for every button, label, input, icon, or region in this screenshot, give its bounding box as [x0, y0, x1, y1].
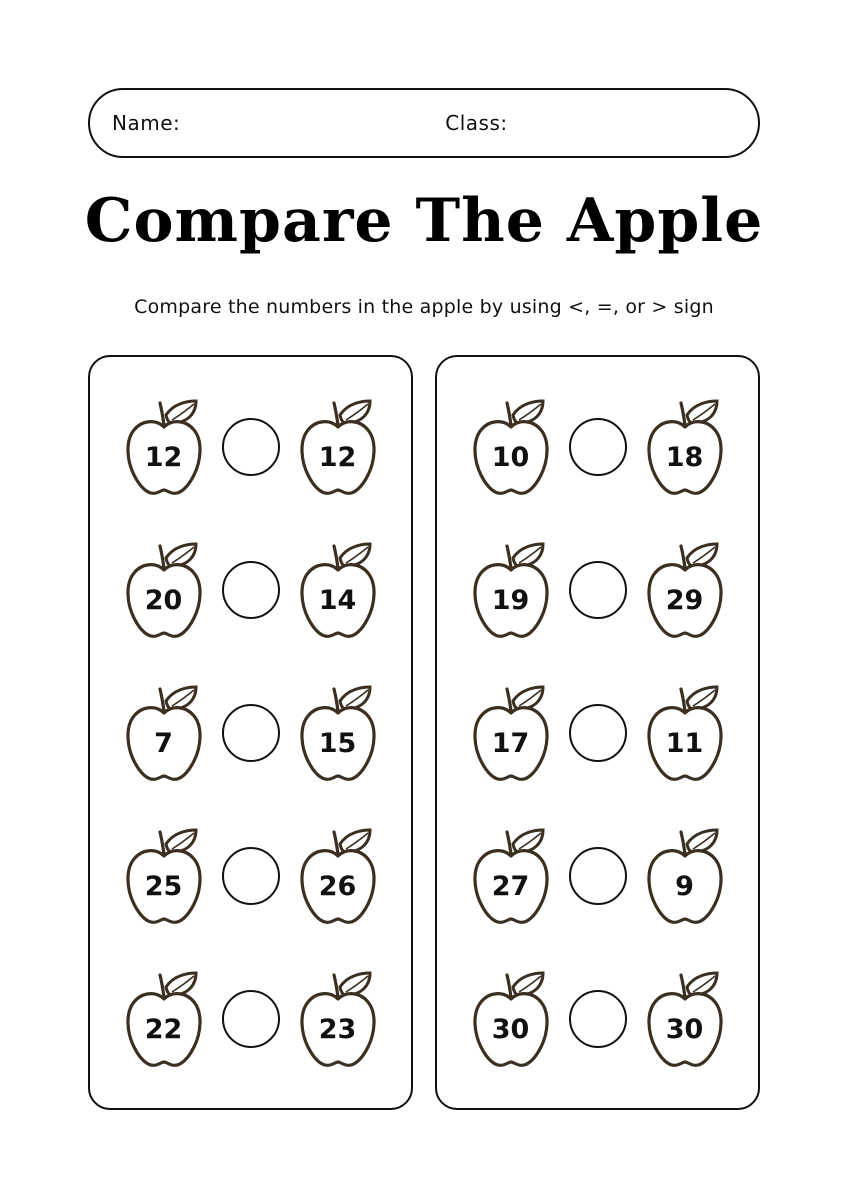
apple-left	[459, 532, 563, 648]
apple-number-left: 25	[144, 871, 183, 902]
apple-number-right: 18	[665, 442, 704, 473]
apple-number-left: 20	[144, 585, 183, 616]
apple-number-right: 30	[665, 1014, 704, 1045]
apple-left	[112, 818, 216, 934]
comparison-row	[437, 806, 758, 946]
apple-right	[286, 389, 390, 505]
apple-number-right: 15	[318, 728, 357, 759]
apple-left	[112, 532, 216, 648]
answer-circle[interactable]	[222, 418, 280, 476]
comparison-row	[437, 377, 758, 517]
apple-number-right: 14	[318, 585, 357, 616]
apple-number-right: 29	[665, 585, 704, 616]
answer-circle[interactable]	[222, 847, 280, 905]
apple-right	[633, 818, 737, 934]
instructions-text: Compare the numbers in the apple by using <, =, or > sign	[134, 296, 714, 318]
apple-left	[459, 961, 563, 1077]
name-label: Name:	[112, 111, 181, 135]
apple-left	[112, 389, 216, 505]
apple-right	[633, 961, 737, 1077]
apple-left	[112, 961, 216, 1077]
apple-right	[286, 675, 390, 791]
answer-circle[interactable]	[222, 990, 280, 1048]
apple-right	[633, 675, 737, 791]
apple-right	[286, 818, 390, 934]
comparison-row	[90, 949, 411, 1089]
apple-number-left: 19	[491, 585, 530, 616]
comparison-row	[90, 806, 411, 946]
apple-number-left: 10	[491, 442, 530, 473]
comparison-row	[90, 663, 411, 803]
apple-number-right: 11	[665, 728, 704, 759]
apple-number-left: 27	[491, 871, 530, 902]
answer-circle[interactable]	[569, 561, 627, 619]
question-panel-left	[88, 355, 413, 1110]
apple-number-left: 22	[144, 1014, 183, 1045]
page-title: Compare The Apple	[84, 186, 764, 256]
apple-number-left: 17	[491, 728, 530, 759]
apple-left	[459, 818, 563, 934]
worksheet-columns	[88, 355, 760, 1110]
apple-right	[633, 532, 737, 648]
apple-number-left: 12	[144, 442, 183, 473]
apple-number-right: 23	[318, 1014, 357, 1045]
apple-right	[286, 961, 390, 1077]
apple-left	[459, 389, 563, 505]
apple-number-left: 30	[491, 1014, 530, 1045]
name-class-field-box	[88, 88, 760, 158]
comparison-row	[437, 663, 758, 803]
answer-circle[interactable]	[569, 418, 627, 476]
class-label: Class:	[445, 111, 508, 135]
apple-left	[459, 675, 563, 791]
apple-right	[286, 532, 390, 648]
apple-number-right: 26	[318, 871, 357, 902]
apple-left	[112, 675, 216, 791]
answer-circle[interactable]	[222, 704, 280, 762]
comparison-row	[437, 949, 758, 1089]
comparison-row	[90, 377, 411, 517]
comparison-row	[90, 520, 411, 660]
comparison-row	[437, 520, 758, 660]
answer-circle[interactable]	[569, 704, 627, 762]
answer-circle[interactable]	[222, 561, 280, 619]
apple-number-right: 12	[318, 442, 357, 473]
answer-circle[interactable]	[569, 990, 627, 1048]
question-panel-right	[435, 355, 760, 1110]
apple-number-left: 7	[154, 728, 173, 759]
apple-right	[633, 389, 737, 505]
answer-circle[interactable]	[569, 847, 627, 905]
apple-number-right: 9	[675, 871, 694, 902]
